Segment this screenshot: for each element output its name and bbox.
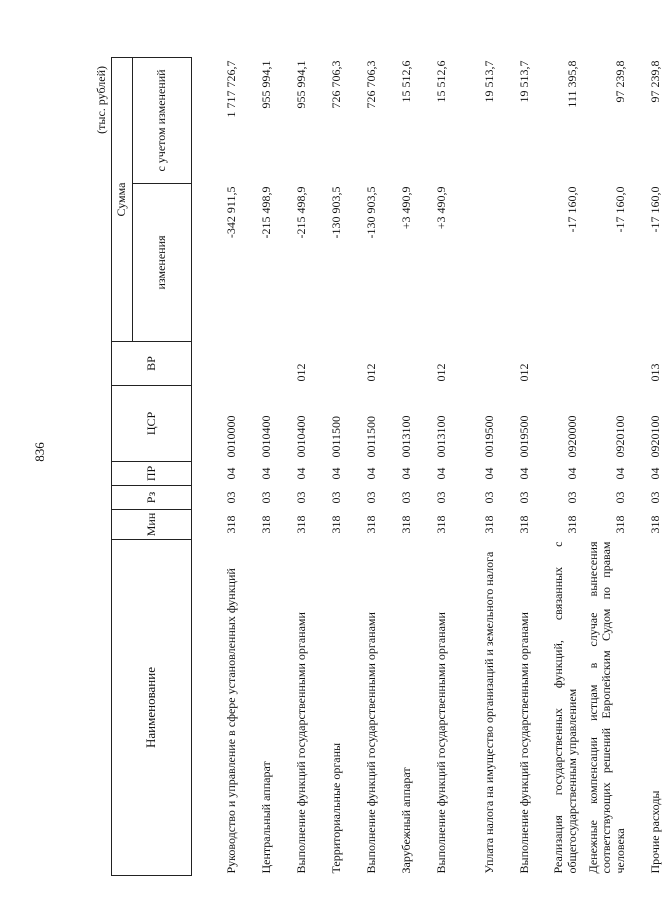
row-rz: 03 [399, 491, 414, 504]
table-row [533, 57, 581, 875]
row-vr: 013 [648, 363, 663, 382]
row-total: 15 512,6 [399, 60, 414, 103]
row-total: 15 512,6 [434, 60, 449, 103]
row-rz: 03 [434, 491, 449, 504]
row-vr [533, 342, 581, 386]
table-row [192, 57, 241, 875]
row-rz: 03 [482, 491, 497, 504]
row-min: 318 [482, 515, 497, 534]
row-min: 318 [294, 515, 309, 534]
header-with-change: с учетом изменений [133, 57, 192, 183]
row-vr: 012 [517, 363, 532, 382]
table-row [240, 57, 275, 875]
row-pr: 04 [565, 467, 580, 480]
row-total: 1 717 726,7 [224, 60, 239, 118]
row-change: -130 903,5 [364, 186, 379, 239]
header-csr: ЦСР [112, 386, 192, 462]
row-name: Территориальные органы [328, 742, 343, 874]
row-change: -17 160,0 [565, 186, 580, 233]
row-min: 318 [613, 515, 628, 534]
row-change: -17 160,0 [613, 186, 628, 233]
row-rz: 03 [613, 491, 628, 504]
row-change [450, 184, 498, 342]
row-rz: 03 [259, 491, 274, 504]
table-row [415, 57, 450, 875]
row-total: 955 994,1 [294, 60, 309, 109]
row-pr: 04 [613, 467, 628, 480]
row-total: 726 706,3 [329, 60, 344, 109]
row-csr: 0920000 [565, 415, 580, 458]
row-csr: 0010400 [259, 415, 274, 458]
header-pr: ПР [112, 462, 192, 486]
row-min: 318 [224, 515, 239, 534]
row-total: 19 513,7 [517, 60, 532, 103]
row-csr: 0920100 [648, 415, 663, 458]
row-min: 318 [565, 515, 580, 534]
row-min: 318 [259, 515, 274, 534]
units-label: (тыс. рублей) [94, 66, 108, 134]
row-pr: 04 [482, 467, 497, 480]
row-change: +3 490,9 [399, 186, 414, 230]
table-body [192, 57, 664, 875]
row-vr [192, 342, 241, 386]
row-min: 318 [399, 515, 414, 534]
row-vr [581, 342, 629, 386]
row-csr: 0011500 [329, 415, 344, 458]
rotated-page-content [87, 58, 663, 876]
row-csr: 0013100 [434, 415, 449, 458]
budget-table [111, 57, 664, 876]
row-rz: 03 [648, 491, 663, 504]
row-rz: 03 [224, 491, 239, 504]
row-min: 318 [648, 515, 663, 534]
row-pr: 04 [364, 467, 379, 480]
row-min: 318 [364, 515, 379, 534]
row-vr: 012 [364, 363, 379, 382]
row-name: Прочие расходы [647, 790, 662, 874]
row-pr: 04 [224, 467, 239, 480]
row-vr: 012 [434, 363, 449, 382]
row-pr: 04 [294, 467, 309, 480]
row-vr [450, 342, 498, 386]
header-sum: Сумма [112, 57, 133, 341]
row-name: Центральный аппарат [258, 761, 273, 874]
row-min: 318 [434, 515, 449, 534]
row-name: Денежные компенсации истцам в случае вынесения соответствующих решений Европейским Судом по правам человека [585, 541, 627, 874]
page-number: 836 [32, 442, 47, 462]
row-name: Выполнение функций государственными органами [433, 612, 448, 874]
row-min: 318 [329, 515, 344, 534]
row-total: 726 706,3 [364, 60, 379, 109]
header-name: Наименование [112, 540, 192, 876]
row-name: Выполнение функций государственными органами [516, 612, 531, 874]
row-change: -130 903,5 [329, 186, 344, 239]
header-vr: ВР [112, 342, 192, 386]
row-vr [310, 342, 345, 386]
row-total: 97 239,8 [613, 60, 628, 103]
row-total: 111 395,8 [565, 60, 580, 108]
table-row [629, 57, 664, 875]
header-change: изменения [133, 184, 192, 342]
row-change: -215 498,9 [294, 186, 309, 239]
row-min: 318 [517, 515, 532, 534]
table-row [380, 57, 415, 875]
row-csr: 0920100 [613, 415, 628, 458]
row-total: 955 994,1 [259, 60, 274, 109]
row-name: Выполнение функций государственными органами [293, 612, 308, 874]
row-csr: 0010000 [224, 415, 239, 458]
row-pr: 04 [648, 467, 663, 480]
row-csr: 0013100 [399, 415, 414, 458]
row-vr [380, 342, 415, 386]
row-pr: 04 [399, 467, 414, 480]
row-name: Реализация государственных функций, связанных с общегосударственным управлением [551, 541, 579, 874]
header-min: Мин [112, 510, 192, 540]
row-pr: 04 [329, 467, 344, 480]
table-row [345, 57, 380, 875]
row-change: +3 490,9 [434, 186, 449, 230]
row-pr: 04 [517, 467, 532, 480]
header-rz: Рз [112, 486, 192, 510]
row-csr: 0010400 [294, 415, 309, 458]
row-name: Уплата налога на имущество организаций и земельного налога [481, 551, 496, 874]
table-row [498, 57, 533, 875]
row-rz: 03 [517, 491, 532, 504]
row-vr: 012 [294, 363, 309, 382]
row-change: -342 911,5 [224, 186, 239, 239]
row-change: -215 498,9 [259, 186, 274, 239]
row-pr: 04 [434, 467, 449, 480]
row-rz: 03 [329, 491, 344, 504]
row-name: Выполнение функций государственными органами [363, 612, 378, 874]
row-change: -17 160,0 [648, 186, 663, 233]
table-row [581, 57, 629, 875]
row-rz: 03 [294, 491, 309, 504]
row-csr: 0019500 [482, 415, 497, 458]
row-csr: 0011500 [364, 415, 379, 458]
table-row [275, 57, 310, 875]
row-rz: 03 [364, 491, 379, 504]
row-name: Зарубежный аппарат [398, 767, 413, 874]
row-change [498, 184, 533, 342]
row-pr: 04 [259, 467, 274, 480]
row-name: Руководство и управление в сфере установленных функций [223, 568, 238, 874]
row-total: 97 239,8 [648, 60, 663, 103]
table-row [310, 57, 345, 875]
row-vr [240, 342, 275, 386]
row-csr: 0019500 [517, 415, 532, 458]
row-rz: 03 [565, 491, 580, 504]
table-row [450, 57, 498, 875]
row-total: 19 513,7 [482, 60, 497, 103]
